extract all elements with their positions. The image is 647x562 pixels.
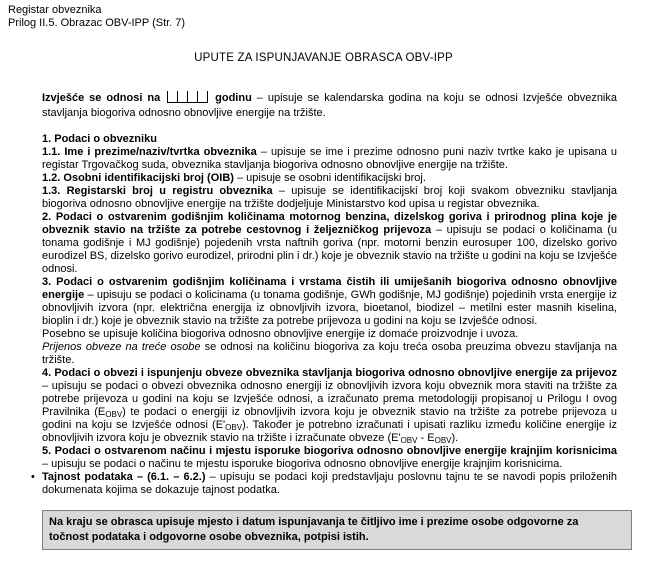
- paragraph-1-1-lead: 1.1. Ime i prezime/naziv/tvrtka obveznika: [42, 146, 257, 158]
- paragraph-3-transfer: [42, 341, 617, 367]
- paragraph-3-transfer-lead: Prijenos obveze na treće osobe: [42, 341, 201, 353]
- paragraph-3-text: – upisuju se podaci o kolicinama (u tonama godišnje, GWh godišnje, MJ godišnje) pojedinih vrsta energije iz obnovljivih izvora (npr. električna energija iz obnovljivih izvora, bioetanol, biodizel – metilni ester masnih kiselina, bioplin i dr.) koje je obveznik stavio na tržište za potrebe prijevoza u godini na koju se Izvješće odnosi.: [42, 289, 617, 327]
- paragraph-1-1-text: – upisuje se ime i prezime odnosno puni naziv tvrtke kako je upisana u registar Trgovačkog suda, obveznika stavljanja biogoriva odnosno obnovljive energije na tržište.: [42, 146, 617, 171]
- year-entry-boxes: [167, 91, 208, 107]
- intro-rest: – upisuje se kalendarska godina na koju se odnosi Izvješće obveznika stavljanja biogoriva odnosno obnovljive energije na tržište.: [42, 92, 617, 119]
- footer-note-line-2: točnost podataka i odgovorne osobe obveznika, potpisi istih.: [49, 531, 369, 543]
- intro-godinu: godinu: [215, 92, 252, 104]
- page-title: UPUTE ZA ISPUNJAVANJE OBRASCA OBV-IPP: [194, 52, 453, 64]
- paragraph-confidentiality-text: – upisuju se podaci koji predstavljaju poslovnu tajnu te se navodi popis priloženih dokumenata kojima se dokazuje tajnost podatka.: [42, 471, 617, 496]
- paragraph-1-2-lead: 1.2. Osobni identifikacijski broj (OIB): [42, 172, 234, 184]
- paragraph-1-1: [42, 146, 617, 172]
- paragraph-5: [42, 445, 617, 471]
- paragraph-4-text-5: ).: [451, 432, 459, 444]
- paragraph-2-lead: 2. Podaci o ostvarenim godišnjim količinama motornog benzina, dizelskog goriva i prirodnog plina koje je obveznik stavio na tržište za potrebe cestovnog i željezničkog prijevoza: [42, 211, 617, 236]
- year-box-cell: [187, 91, 197, 103]
- paragraph-5-text: – upisuju se podaci o načinu te mjestu isporuke biogoriva odnosno obnovljive energije krajnjim korisnicima.: [42, 458, 563, 470]
- paragraph-3-note-text: Posebno se upisuje količina biogoriva odnosno obnovljive energije iz domaće proizvodnje i uvoza.: [42, 328, 519, 340]
- paragraph-4-subscript-1: OBV: [105, 410, 123, 419]
- paragraph-1-3: [42, 185, 617, 211]
- paragraph-confidentiality-lead: Tajnost podataka – (6.1. – 6.2.): [42, 471, 206, 483]
- paragraph-2: [42, 211, 617, 276]
- document-header: [8, 4, 185, 30]
- paragraph-3-note: [42, 328, 617, 341]
- paragraph-intro: [42, 91, 617, 120]
- paragraph-4-text-4: - E: [417, 432, 435, 444]
- year-box-cell: [167, 91, 177, 103]
- paragraph-4-subscript-4: OBV: [434, 436, 452, 445]
- paragraph-confidentiality: [31, 471, 617, 497]
- header-annex-line: Prilog II.5. Obrazac OBV-IPP (Str. 7): [8, 17, 186, 29]
- paragraph-3: [42, 276, 617, 328]
- year-box-cell: [197, 91, 208, 103]
- section-1-heading: [42, 133, 617, 146]
- document-body: [31, 91, 618, 550]
- bullet-icon: •: [31, 471, 35, 483]
- section-1-heading-text: 1. Podaci o obvezniku: [42, 133, 157, 145]
- paragraph-5-lead: 5. Podaci o ostvarenom načinu i mjestu isporuke biogoriva odnosno obnovljive energije krajnjim korisnicima: [42, 445, 617, 457]
- footer-note-box: [42, 510, 632, 550]
- paragraph-2-text: – upisuju se podaci o količinama (u tonama godišnje i MJ godišnje) pojedenih vrsta naftnih goriva (npr. motorni benzin eurosuper 100, dizelsko gorivo eurodizel BS, dizelsko gorivo eurodizel, prirodni plin i dr.) koje je obveznik stavio na tržište u godini na koju se Izvješće odnosi.: [42, 224, 618, 275]
- paragraph-1-2: [42, 172, 617, 185]
- paragraph-1-2-text: – upisuje se osobni identifikacijski broj.: [233, 172, 426, 184]
- header-register-line: Registar obveznika: [8, 4, 102, 16]
- paragraph-4: [42, 367, 617, 445]
- paragraph-1-3-lead: 1.3. Registarski broj u registru obveznika: [42, 185, 273, 197]
- year-box-cell: [177, 91, 187, 103]
- paragraph-4-subscript-3: OBV: [400, 436, 418, 445]
- paragraph-4-text-2: ) te podaci o energiji iz obnovljivih izvora koju je obveznik stavio na tržište za potrebe prijevoza u godini na koju se Izvješće odnosi (E': [42, 406, 617, 431]
- paragraph-4-text-3: ). Također je potrebno izračunati i upisati razliku između količine energije iz obnovljivih izvora koju je obveznik stavio na tržište i izračunate obveze (E': [42, 419, 618, 444]
- intro-lead: Izvješće se odnosi na: [42, 92, 161, 104]
- paragraph-4-subscript-2: OBV: [225, 423, 243, 432]
- paragraph-3-transfer-text: se odnosi na količinu biogoriva za koju treća osoba preuzima obvezu stavljanja na tržište.: [42, 341, 617, 366]
- paragraph-3-lead: 3. Podaci o ostvarenim godišnjim količinama i vrstama čistih ili umiješanih biogoriva odnosno obnovljive energije: [42, 276, 617, 301]
- paragraph-1-3-text: – upisuje se identifikacijski broj koji svakom obvezniku stavljanja biogoriva odnosno obnovljive energije na tržište dodjeljuje Ministarstvo kod upisa u registar obveznika.: [42, 185, 617, 210]
- footer-note-line-1: Na kraju se obrasca upisuje mjesto i datum ispunjavanja te čitljivo ime i prezime osobe odgovorne za: [49, 516, 579, 528]
- paragraph-4-lead: 4. Podaci o obvezi i ispunjenju obveze obveznika stavljanja biogoriva odnosno obnovljive energije za prijevoz: [42, 367, 617, 379]
- paragraph-4-text-1: – upisuju se podaci o obvezi obveznika odnosno energiji iz obnovljivih izvora koju obveznik mora staviti na tržište za potrebe prijevoza u godini na koju se Izvješće odnosi, a izračunato prema metodologiji propisanoj u Prilogu I ovog Pravilnika (E: [42, 380, 617, 418]
